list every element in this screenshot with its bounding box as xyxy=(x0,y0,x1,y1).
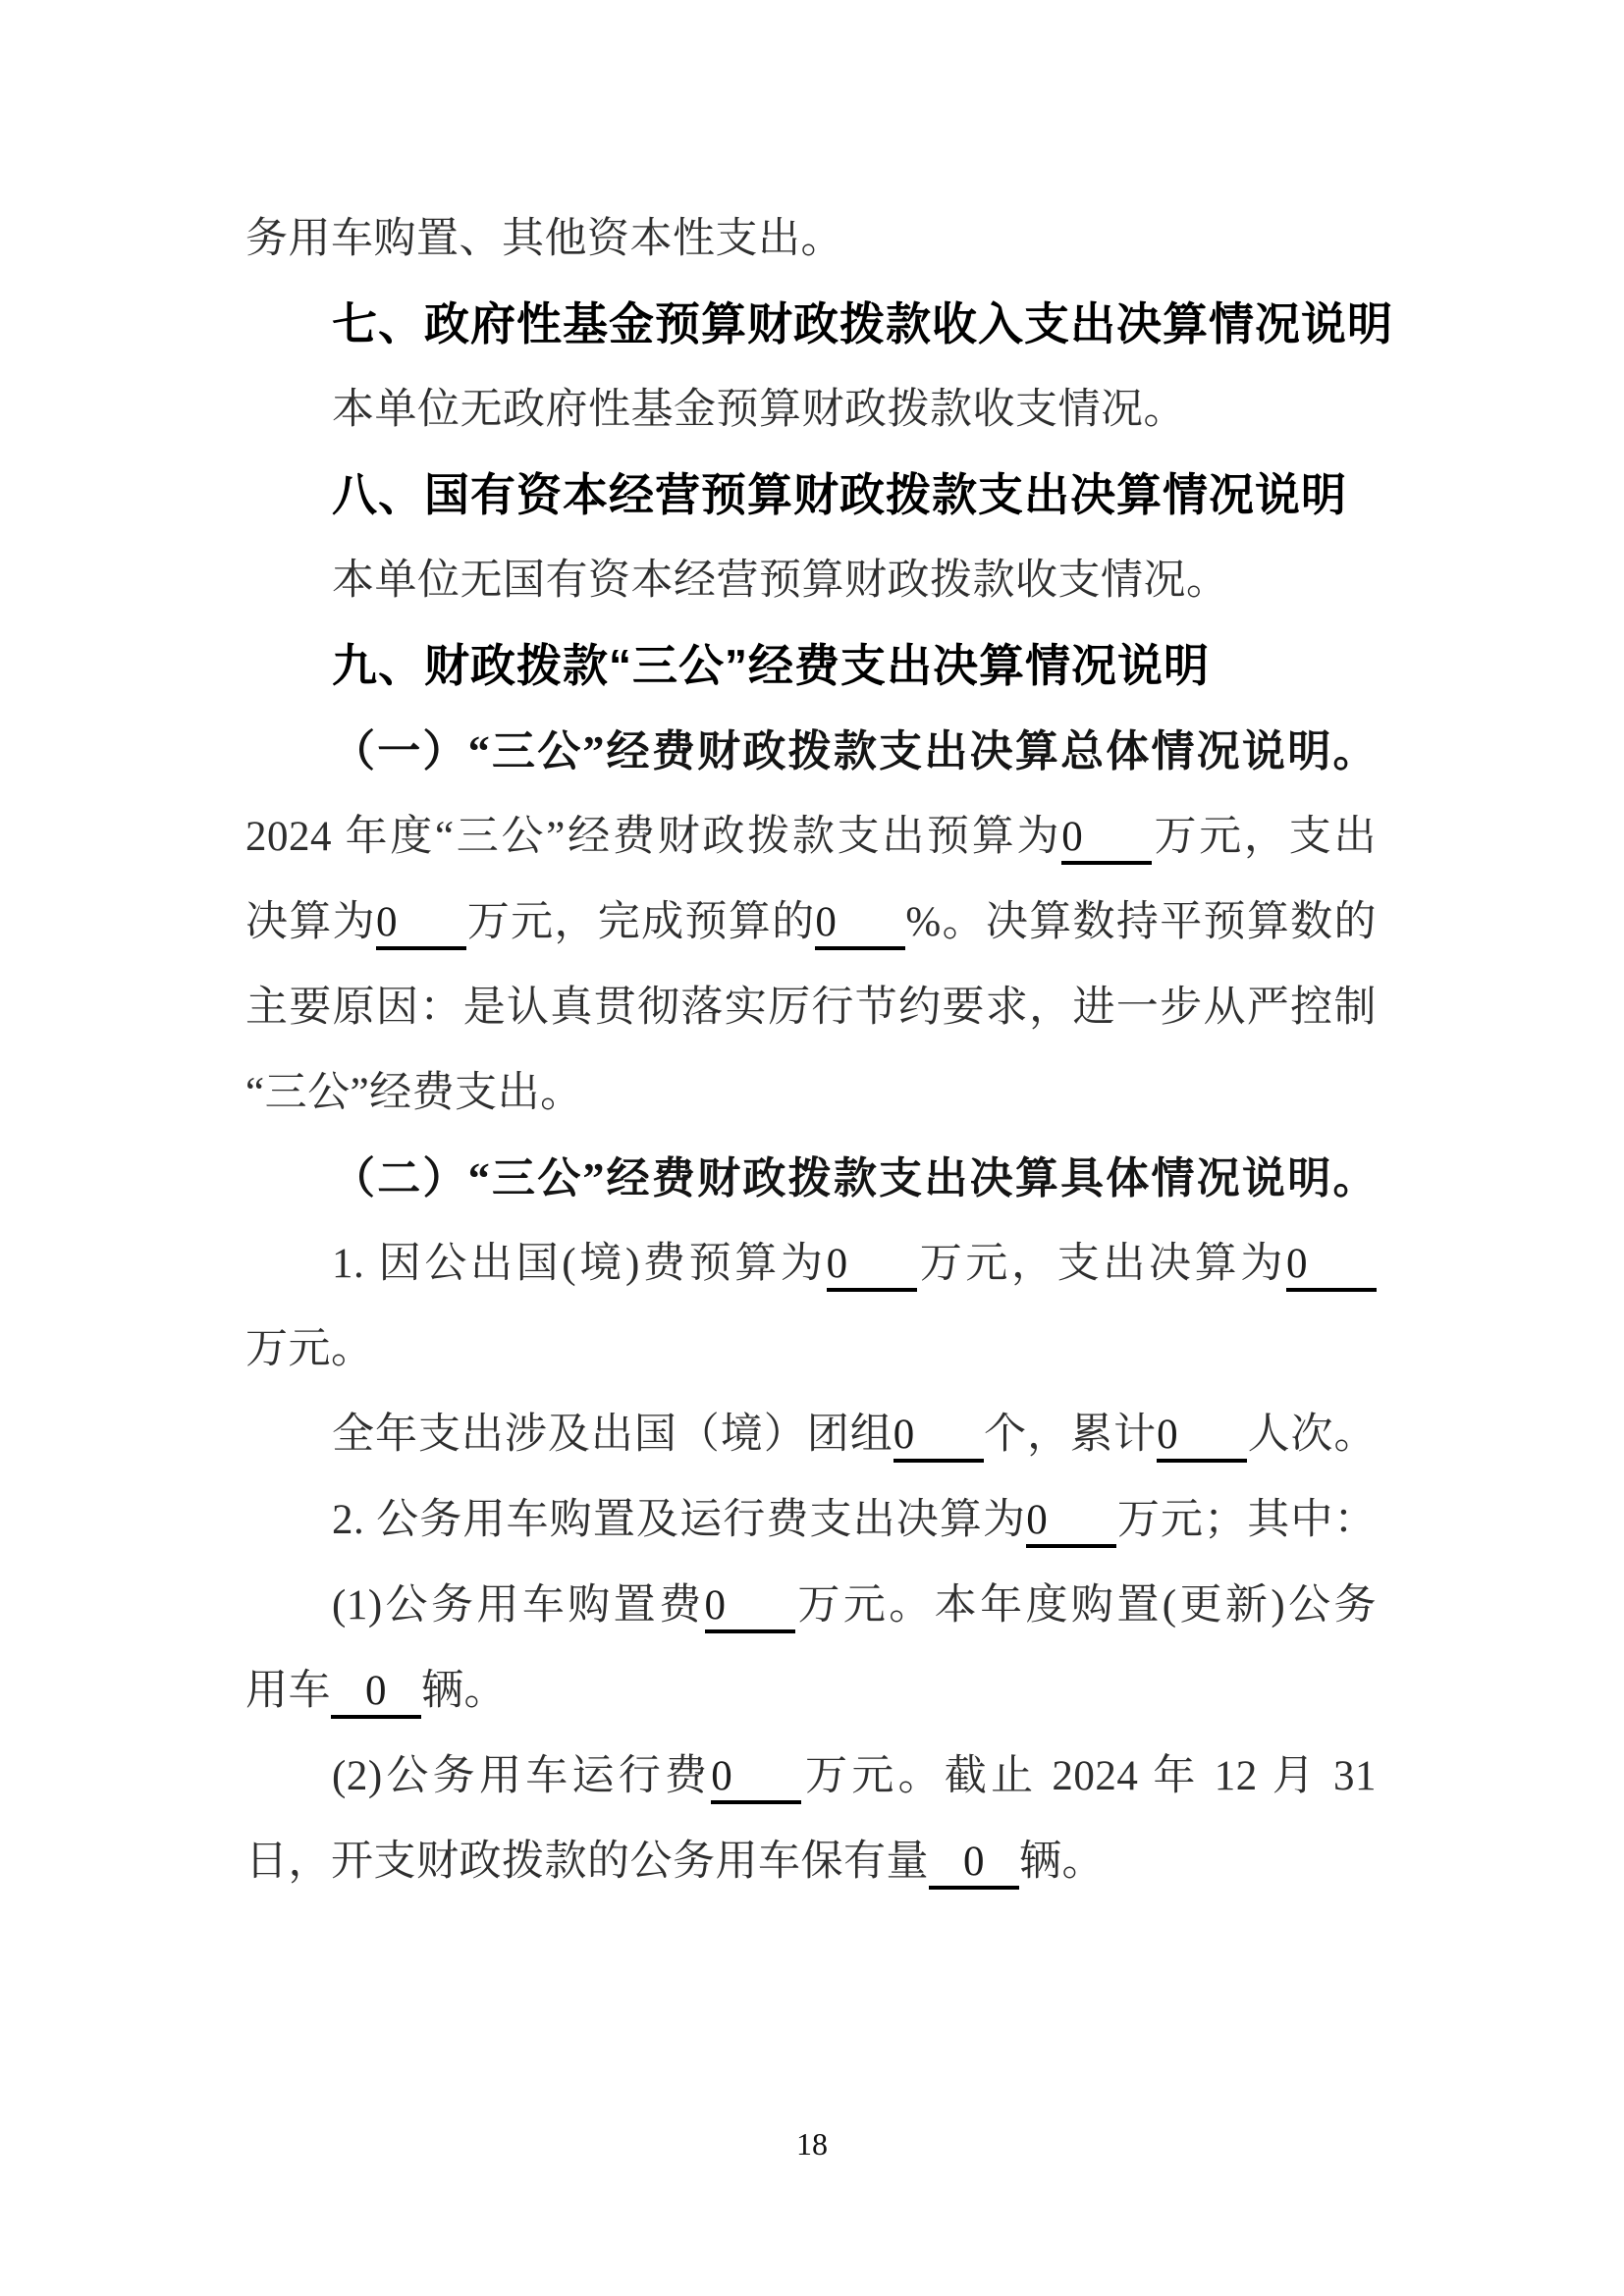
document-body xyxy=(245,196,1393,1904)
fill-in-blank-value: 0 xyxy=(929,1838,1019,1890)
section-heading xyxy=(245,623,1377,709)
text-run: 九、财政拨款“三公”经费支出决算情况说明 xyxy=(332,640,1210,691)
text-run: 万元。截止 2024 年 12 月 31 xyxy=(801,1753,1378,1799)
fill-in-blank-value: 0 xyxy=(705,1581,795,1633)
text-run: 1. 因公出国(境)费预算为 xyxy=(332,1241,827,1287)
text-run: 万元，支出决算为 xyxy=(916,1241,1287,1287)
text-run: 万元。本年度购置(更新)公务 xyxy=(794,1582,1378,1629)
subsection-heading xyxy=(245,1136,1377,1221)
text-line xyxy=(245,1307,1377,1392)
text-run: (1)公务用车购置费 xyxy=(332,1582,705,1629)
text-run: （二）“三公”经费财政拨款支出决算具体情况说明。 xyxy=(332,1154,1377,1202)
fill-in-blank-value: 0 xyxy=(331,1667,421,1719)
text-run: “三公”经费支出。 xyxy=(245,1070,583,1116)
text-line xyxy=(245,965,1377,1050)
text-line xyxy=(245,1563,1377,1648)
text-run: （一）“三公”经费财政拨款支出决算总体情况说明。 xyxy=(332,727,1377,775)
text-line xyxy=(245,1477,1377,1563)
text-line xyxy=(245,367,1377,453)
text-line xyxy=(245,1819,1377,1904)
fill-in-blank-value: 0 xyxy=(1286,1240,1377,1292)
page-number: 18 xyxy=(796,2126,828,2162)
text-run: 七、政府性基金预算财政拨款收入支出决算情况说明 xyxy=(332,298,1393,349)
fill-in-blank-value: 0 xyxy=(893,1411,984,1463)
text-run: 本单位无国有资本经营预算财政拨款收支情况。 xyxy=(332,558,1229,604)
text-run: (2)公务用车运行费 xyxy=(332,1753,712,1799)
text-run: 万元，完成预算的 xyxy=(465,899,816,945)
text-run: %。决算数持平预算数的 xyxy=(905,899,1378,945)
text-run: 辆。 xyxy=(1019,1839,1105,1885)
text-run: 万元。 xyxy=(245,1326,374,1372)
subsection-heading xyxy=(245,709,1377,794)
text-line xyxy=(245,1392,1377,1477)
text-run: 务用车购置、其他资本性支出。 xyxy=(245,216,843,262)
section-heading xyxy=(245,453,1377,538)
text-line xyxy=(245,538,1377,623)
text-run: 主要原因：是认真贯彻落实厉行节约要求，进一步从严控制 xyxy=(245,985,1377,1031)
text-run: 日，开支财政拨款的公务用车保有量 xyxy=(245,1839,929,1885)
text-line xyxy=(245,1648,1377,1734)
text-run: 万元，支出 xyxy=(1152,814,1378,860)
text-line xyxy=(245,880,1377,965)
text-run: 决算为 xyxy=(245,899,376,945)
fill-in-blank-value: 0 xyxy=(711,1752,801,1804)
text-run: 万元；其中： xyxy=(1116,1497,1378,1543)
text-run: 八、国有资本经营预算财政拨款支出决算情况说明 xyxy=(332,469,1347,520)
text-run: 2. 公务用车购置及运行费支出决算为 xyxy=(332,1497,1027,1543)
text-line xyxy=(245,1050,1377,1136)
fill-in-blank-value: 0 xyxy=(1157,1411,1247,1463)
section-heading xyxy=(245,282,1393,367)
fill-in-blank-value: 0 xyxy=(1061,813,1152,865)
fill-in-blank-value: 0 xyxy=(1026,1496,1116,1548)
text-line xyxy=(245,1734,1377,1819)
text-run: 本单位无政府性基金预算财政拨款收支情况。 xyxy=(332,387,1186,433)
text-run: 辆。 xyxy=(421,1668,507,1714)
text-line xyxy=(245,1221,1377,1307)
fill-in-blank-value: 0 xyxy=(376,898,466,950)
text-line xyxy=(245,196,1377,282)
text-run: 2024 年度“三公”经费财政拨款支出预算为 xyxy=(245,814,1062,860)
text-line xyxy=(245,794,1377,880)
text-run: 人次。 xyxy=(1247,1412,1378,1458)
fill-in-blank-value: 0 xyxy=(827,1240,917,1292)
text-run: 全年支出涉及出国（境）团组 xyxy=(332,1412,893,1458)
text-run: 用车 xyxy=(245,1668,331,1714)
text-run: 个，累计 xyxy=(983,1412,1158,1458)
fill-in-blank-value: 0 xyxy=(815,898,905,950)
